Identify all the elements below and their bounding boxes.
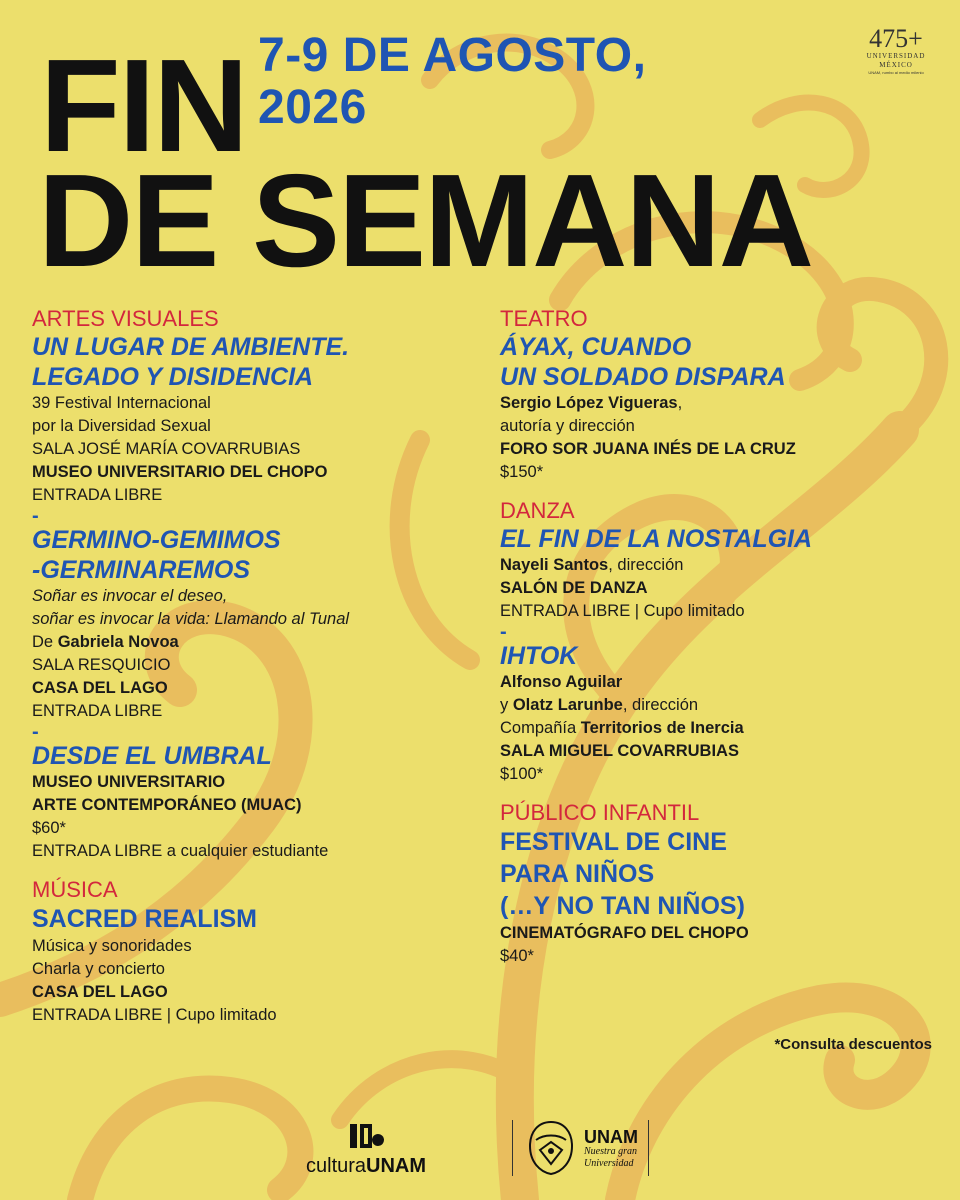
category-publico-infantil: PÚBLICO INFANTIL [500, 800, 700, 825]
event-title: IHTOK [500, 642, 578, 670]
event-subtitle: Soñar es invocar el deseo, [32, 587, 228, 605]
person-suffix: , [677, 394, 683, 412]
event-title: LEGADO Y DISIDENCIA [32, 363, 314, 391]
event-title: UN LUGAR DE AMBIENTE. [32, 333, 350, 361]
event-germino-gemimos [32, 525, 472, 723]
event-title: DESDE EL UMBRAL [32, 742, 272, 770]
event-line: por la Diversidad Sexual [32, 417, 211, 435]
event-line: Música y sonoridades [32, 937, 192, 955]
unam-slogan: Universidad [584, 1158, 634, 1169]
title-fin: FIN [40, 32, 247, 179]
separator: - [32, 721, 39, 743]
person-name: Nayeli Santos [500, 556, 609, 574]
cultura-suffix: UNAM [366, 1155, 427, 1177]
category-teatro: TEATRO [500, 306, 588, 331]
event-person [500, 392, 940, 415]
company-prefix: Compañía [500, 719, 581, 737]
event-title: (…Y NO TAN NIÑOS) [500, 892, 745, 920]
right-column [500, 306, 940, 968]
event-desde-el-umbral [32, 741, 472, 863]
company-name: Territorios de Inercia [580, 719, 744, 737]
separator: - [500, 621, 507, 643]
cultura-unam-wordmark [306, 1155, 426, 1177]
event-price: $40* [500, 947, 534, 965]
badge-line-2: MÉXICO [879, 61, 913, 69]
unam-slogan: Nuestra gran [584, 1146, 638, 1157]
event-title: GERMINO-GEMIMOS [32, 526, 281, 554]
event-subtitle: soñar es invocar la vida: Llamando al Tunal [32, 610, 350, 628]
unam-seal-icon [526, 1120, 576, 1176]
event-venue: SALA MIGUEL COVARRUBIAS [500, 742, 739, 760]
note-text: a cualquier estudiante [162, 842, 329, 860]
event-room: SALA RESQUICIO [32, 656, 171, 674]
cultura-unam-mark-icon [346, 1120, 386, 1150]
event-line: Charla y concierto [32, 960, 165, 978]
badge-number: 475+ [869, 24, 923, 53]
person-name: Olatz Larunbe [512, 696, 623, 714]
event-person [500, 694, 940, 717]
event-line: 39 Festival Internacional [32, 394, 211, 412]
footnote: *Consulta descuentos [774, 1036, 932, 1053]
event-price: $150* [500, 463, 544, 481]
event-venue: SALÓN DE DANZA [500, 579, 648, 597]
category-danza: DANZA [500, 498, 575, 523]
event-sacred-realism [32, 903, 472, 1027]
event-price: $100* [500, 765, 544, 783]
author-prefix: De [32, 633, 58, 651]
author-name: Gabriela Novoa [57, 633, 179, 651]
footer-divider [648, 1120, 649, 1176]
event-title: -GERMINAREMOS [32, 556, 251, 584]
person-name: Sergio López Vigueras [500, 394, 678, 412]
event-title: SACRED REALISM [32, 905, 258, 933]
event-el-fin-de-la-nostalgia [500, 524, 940, 623]
person-role: , dirección [622, 696, 699, 714]
event-ayax [500, 332, 940, 484]
event-role: autoría y dirección [500, 417, 635, 435]
event-un-lugar-de-ambiente [32, 332, 472, 507]
event-price: ENTRADA LIBRE [32, 486, 163, 504]
event-author [32, 631, 472, 654]
cultura-unam-logo [306, 1120, 426, 1177]
event-person [500, 554, 940, 577]
connector: y [500, 696, 513, 714]
event-venue: MUSEO UNIVERSITARIO DEL CHOPO [32, 463, 328, 481]
left-column [32, 306, 472, 1027]
event-title: FESTIVAL DE CINE [500, 828, 727, 856]
unam-logo [584, 1128, 638, 1170]
category-artes-visuales: ARTES VISUALES [32, 306, 219, 331]
event-note [32, 840, 472, 863]
footer-divider [512, 1120, 513, 1176]
anniversary-badge [860, 26, 932, 76]
event-dates [258, 30, 646, 134]
date-line-1: 7-9 DE AGOSTO, [258, 29, 647, 82]
event-festival-de-cine [500, 826, 940, 968]
note-bold: ENTRADA LIBRE [32, 842, 163, 860]
event-venue: ARTE CONTEMPORÁNEO (MUAC) [32, 796, 302, 814]
event-price: $60* [32, 819, 66, 837]
badge-line-3: UNAM, rumbo al medio milenio [868, 70, 924, 75]
event-title: UN SOLDADO DISPARA [500, 363, 786, 391]
event-venue: CASA DEL LAGO [32, 983, 168, 1001]
event-ihtok [500, 641, 940, 786]
separator: - [32, 505, 39, 527]
event-person: Alfonso Aguilar [500, 673, 623, 691]
event-venue: MUSEO UNIVERSITARIO [32, 773, 226, 791]
event-title: PARA NIÑOS [500, 860, 655, 888]
category-musica: MÚSICA [32, 877, 118, 902]
unam-wordmark: UNAM [584, 1127, 638, 1147]
event-price: ENTRADA LIBRE | Cupo limitado [500, 602, 745, 620]
badge-line-1: UNIVERSIDAD [866, 52, 926, 60]
event-company [500, 717, 940, 740]
event-price: ENTRADA LIBRE | Cupo limitado [32, 1006, 277, 1024]
person-role: , dirección [608, 556, 684, 574]
cultura-prefix: cultura [306, 1155, 367, 1177]
event-price: ENTRADA LIBRE [32, 702, 163, 720]
event-title: ÁYAX, CUANDO [500, 333, 692, 361]
event-venue: CASA DEL LAGO [32, 679, 168, 697]
event-room: SALA JOSÉ MARÍA COVARRUBIAS [32, 440, 301, 458]
date-line-2: 2026 [258, 81, 367, 134]
event-title: EL FIN DE LA NOSTALGIA [500, 525, 813, 553]
event-venue: FORO SOR JUANA INÉS DE LA CRUZ [500, 440, 796, 458]
event-venue: CINEMATÓGRAFO DEL CHOPO [500, 924, 749, 942]
title-de-semana: DE SEMANA [38, 147, 813, 294]
